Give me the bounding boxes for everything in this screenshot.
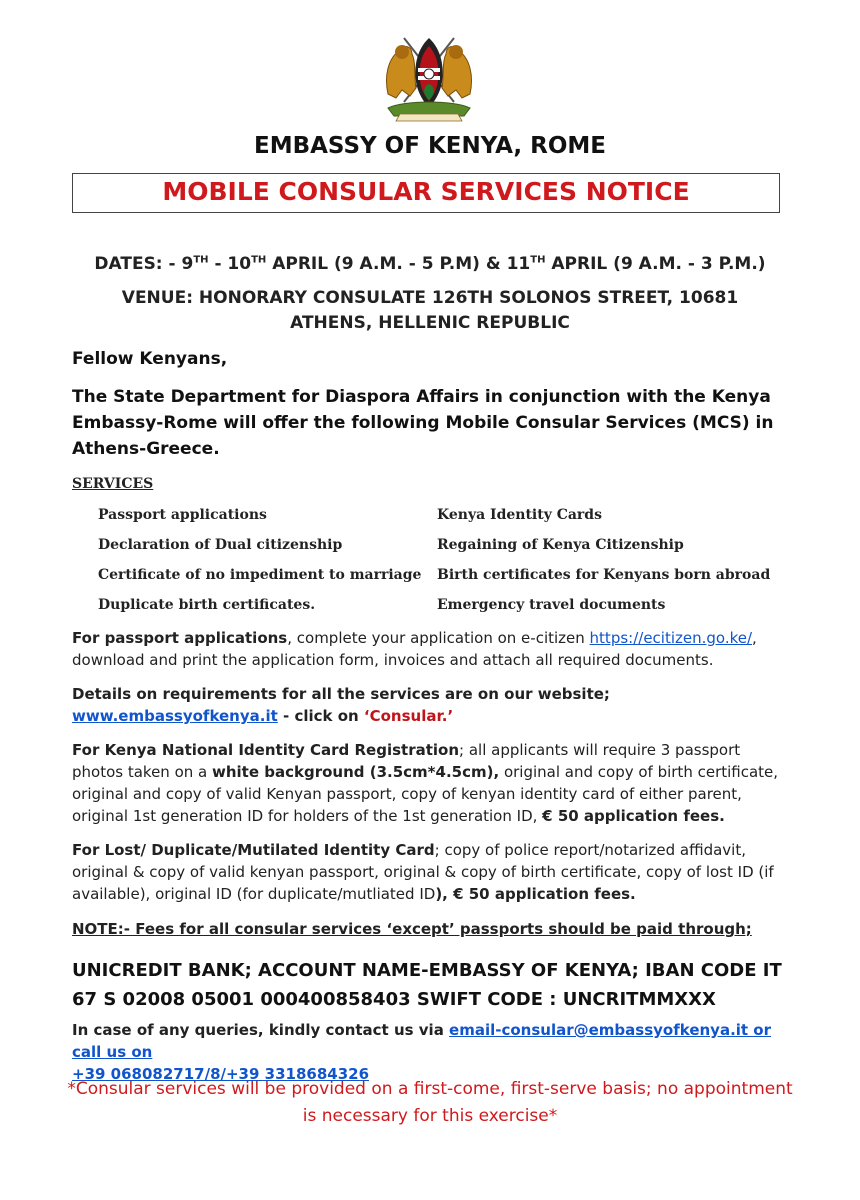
passport-bold: For passport applications bbox=[72, 629, 288, 647]
id-registration-text-1: ; all applicants will require 3 passport photos taken on a bbox=[72, 741, 741, 781]
service-item: Certificate of no impediment to marriage bbox=[98, 567, 422, 583]
consular-label: ‘Consular.’ bbox=[363, 707, 454, 725]
details-paragraph bbox=[72, 683, 792, 727]
service-item: Kenya Identity Cards bbox=[437, 507, 602, 523]
service-item: Declaration of Dual citizenship bbox=[98, 537, 343, 553]
service-item: Emergency travel documents bbox=[437, 597, 666, 613]
lost-id-paragraph bbox=[72, 839, 792, 905]
service-item: Birth certificates for Kenyans born abroad bbox=[437, 567, 771, 583]
id-registration-paragraph bbox=[72, 739, 792, 827]
dates-prefix: DATES: - 9 bbox=[94, 254, 194, 274]
phone-link[interactable]: +39 068082717/8/+39 3318684326 bbox=[72, 1065, 370, 1083]
first-come-note: *Consular services will be provided on a first-come, first-serve basis; no appointment is necessary for this exercise* bbox=[67, 1079, 793, 1126]
service-item: Passport applications bbox=[98, 507, 267, 523]
ecitizen-link[interactable]: https://ecitizen.go.ke/ bbox=[589, 629, 753, 647]
dates-sup-1: TH bbox=[193, 254, 209, 266]
dates-sup-2: TH bbox=[251, 254, 267, 266]
venue-line-2: ATHENS, HELLENIC REPUBLIC bbox=[290, 313, 570, 333]
id-registration-bold: For Kenya National Identity Card Registration bbox=[72, 741, 460, 759]
id-registration-text-2: original and copy of birth certificate, original and copy of valid Kenyan passport, copy of kenyan identity card of either parent, original 1st generation ID for holders of the 1st generation ID, bbox=[72, 763, 779, 825]
fees-note: NOTE:- Fees for all consular services ‘except’ passports should be paid through; bbox=[72, 920, 752, 938]
email-link[interactable]: email-consular@embassyofkenya.it or call us on bbox=[72, 1021, 772, 1061]
passport-text-1: , complete your application on e-citizen bbox=[287, 629, 590, 647]
greeting: Fellow Kenyans, bbox=[72, 349, 228, 369]
dates-mid-2: APRIL (9 A.M. - 5 P.M) & 11 bbox=[266, 254, 531, 274]
kenya-coat-of-arms-icon bbox=[374, 24, 484, 124]
notice-title: MOBILE CONSULAR SERVICES NOTICE bbox=[162, 177, 690, 206]
id-registration-bold-2: white background (3.5cm*4.5cm), bbox=[212, 763, 500, 781]
passport-text-2: , download and print the application form, invoices and attach all required documents. bbox=[72, 629, 757, 669]
venue-line-1: VENUE: HONORARY CONSULATE 126TH SOLONOS STREET, 10681 bbox=[121, 288, 739, 308]
service-item: Duplicate birth certificates. bbox=[98, 597, 316, 613]
contact-text: In case of any queries, kindly contact us via bbox=[72, 1021, 450, 1039]
services-heading: SERVICES bbox=[72, 476, 154, 492]
details-text-1: Details on requirements for all the services are on our website; bbox=[72, 685, 610, 703]
lost-id-bold: For Lost/ Duplicate/Mutilated Identity Card bbox=[72, 841, 435, 859]
dates-suffix: APRIL (9 A.M. - 3 P.M.) bbox=[545, 254, 766, 274]
website-link[interactable]: www.embassyofkenya.it bbox=[72, 707, 278, 725]
service-item: Regaining of Kenya Citizenship bbox=[437, 537, 684, 553]
dates-sup-3: TH bbox=[530, 254, 546, 266]
bank-details: UNICREDIT BANK; ACCOUNT NAME-EMBASSY OF KENYA; IBAN CODE IT 67 S 02008 05001 000400858403 SWIFT CODE : UNCRITMMXXX bbox=[72, 960, 782, 1010]
lost-id-text-1: ; copy of police report/notarized affidavit, original & copy of valid kenyan passport, original & copy of birth certificate, copy of lost ID (if available), original ID (for duplicate/mutliated ID bbox=[72, 841, 774, 903]
details-text-2: - click on bbox=[277, 707, 364, 725]
embassy-title: EMBASSY OF KENYA, ROME bbox=[253, 133, 607, 159]
dates-line bbox=[0, 254, 860, 274]
intro-paragraph: The State Department for Diaspora Affairs in conjunction with the Kenya Embassy-Rome will offer the following Mobile Consular Services (MCS) in Athens-Greece. bbox=[72, 387, 774, 459]
passport-paragraph bbox=[72, 627, 792, 671]
lost-id-fee: ), € 50 application fees. bbox=[435, 885, 636, 903]
dates-mid-1: - 10 bbox=[208, 254, 252, 274]
id-registration-fee: € 50 application fees. bbox=[542, 807, 725, 825]
